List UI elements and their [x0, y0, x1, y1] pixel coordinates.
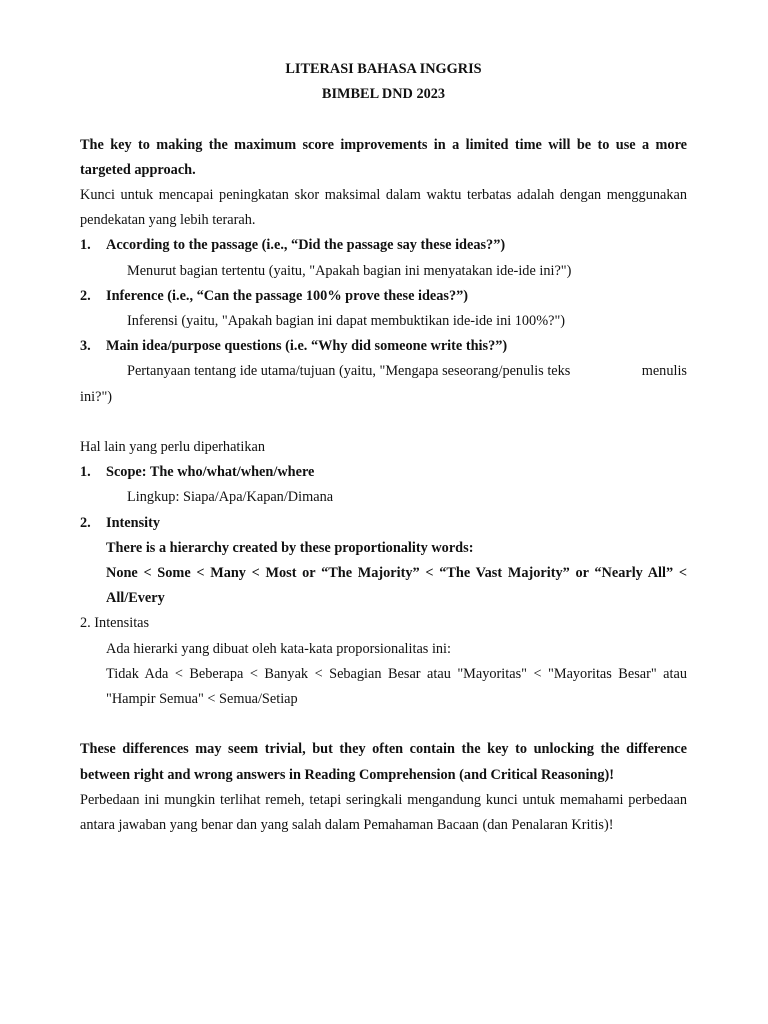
document-title: LITERASI BAHASA INGGRIS: [285, 61, 482, 77]
list-translation: [80, 359, 687, 384]
list-translation-part: menulis: [641, 363, 687, 380]
intensitas-label: 2. Intensitas: [80, 615, 150, 632]
section-intro: Hal lain yang perlu diperhatikan: [80, 439, 266, 456]
spacer: [80, 410, 687, 435]
list-item: [80, 233, 687, 258]
intensitas-hierarchy: Tidak Ada < Beberapa < Banyak < Sebagian Besar atau "Mayoritas" < "Mayoritas Besar" atau "Hampir Semua" < Semua/Setiap: [106, 665, 687, 708]
intensitas-description: Ada hierarki yang dibuat oleh kata-kata proporsionalitas ini:: [106, 640, 452, 657]
list-item: [80, 334, 687, 359]
list-translation: Lingkup: Siapa/Apa/Kapan/Dimana: [127, 489, 334, 506]
intensity-hierarchy: None < Some < Many < Most or “The Majority” < “The Vast Majority” or “Nearly All” < All/Every: [106, 565, 687, 607]
list-heading: Intensity: [106, 514, 161, 531]
list-translation-continued: ini?"): [80, 388, 113, 405]
list-translation: Inferensi (yaitu, "Apakah bagian ini dapat membuktikan ide-ide ini 100%?"): [127, 313, 566, 330]
list-item: [80, 511, 687, 536]
spacer: [80, 712, 687, 737]
intro-statement: The key to making the maximum score improvements in a limited time will be to use a more targeted approach.: [80, 136, 687, 178]
document-subtitle: BIMBEL DND 2023: [321, 86, 446, 103]
list-number: 1.: [80, 237, 91, 254]
list-heading: Scope: The who/what/when/where: [106, 464, 315, 481]
list-translation: Menurut bagian tertentu (yaitu, "Apakah bagian ini menyatakan ide-ide ini?"): [127, 262, 572, 279]
document-page: [80, 57, 687, 838]
spacer: [80, 107, 687, 132]
list-number: 3.: [80, 338, 91, 355]
list-heading: Inference (i.e., “Can the passage 100% prove these ideas?”): [106, 287, 469, 304]
intensity-description: There is a hierarchy created by these proportionality words:: [106, 539, 474, 556]
intro-translation: Kunci untuk mencapai peningkatan skor maksimal dalam waktu terbatas adalah dengan menggunakan pendekatan yang lebih terarah.: [80, 187, 687, 229]
closing-translation: Perbedaan ini mungkin terlihat remeh, tetapi seringkali mengandung kunci untuk memahami perbedaan antara jawaban yang benar dan yang salah dalam Pemahaman Bacaan (dan Penalaran Kritis)!: [80, 791, 687, 834]
closing-statement: These differences may seem trivial, but they often contain the key to unlocking the difference between right and wrong answers in Reading Comprehension (and Critical Reasoning)!: [80, 741, 687, 783]
list-heading: According to the passage (i.e., “Did the passage say these ideas?”): [106, 237, 506, 254]
list-item: [80, 284, 687, 309]
list-item: [80, 460, 687, 485]
list-number: 1.: [80, 464, 91, 481]
list-heading: Main idea/purpose questions (i.e. “Why did someone write this?”): [106, 338, 508, 355]
list-number: 2.: [80, 514, 91, 531]
list-translation-part: Pertanyaan tentang ide utama/tujuan (yaitu, "Mengapa seseorang/penulis teks: [127, 363, 571, 380]
list-number: 2.: [80, 287, 91, 304]
